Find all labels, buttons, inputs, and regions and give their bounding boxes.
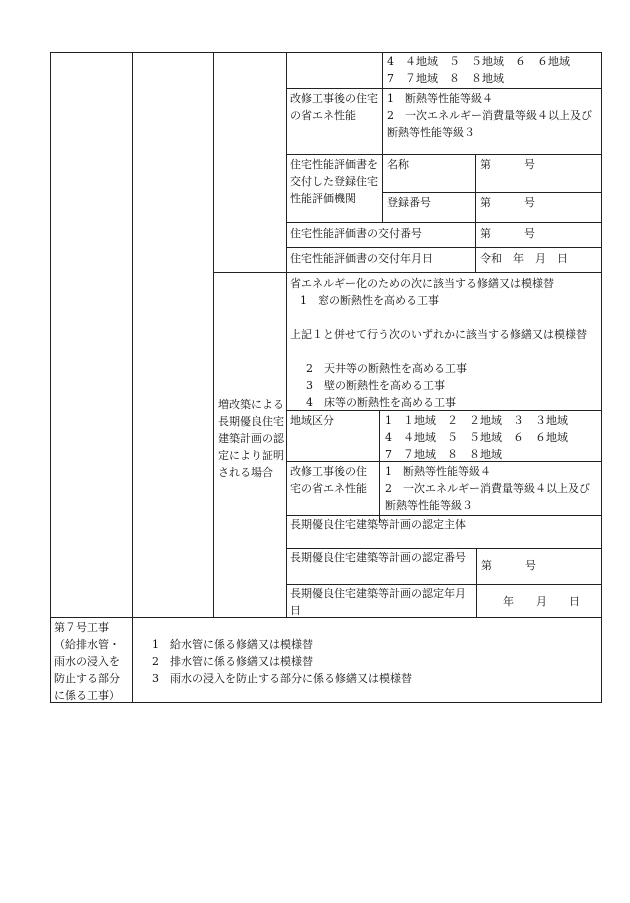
row-line-c	[382, 192, 602, 193]
work7-subtitle: （給排水管・雨水の浸入を防止する部分に係る工事）	[54, 638, 120, 702]
work7-item-3: 3 雨水の浸入を防止する部分に係る修繕又は模様替	[152, 672, 412, 685]
row-line-f	[213, 272, 602, 273]
region-line-2: 4 ４地域 ５ ５地域 ６ ６地域	[385, 431, 568, 444]
col-line-4	[382, 52, 383, 222]
row-line-e	[286, 247, 602, 248]
work7-item-1: 1 給水管に係る修繕又は模様替	[152, 638, 313, 651]
region-label: 地域区分	[290, 414, 334, 427]
row-line-a	[286, 88, 602, 89]
cert-number-value: 第 号	[481, 559, 536, 572]
issue-date-label: 住宅性能評価書の交付年月日	[290, 252, 433, 265]
agency-name-label: 名称	[387, 158, 409, 171]
border-right	[601, 52, 602, 703]
col-line-work7	[132, 617, 133, 703]
issue-date-value: 令和 年 月 日	[480, 252, 568, 265]
cert-number-label: 長期優良住宅建築等計画の認定番号	[290, 551, 466, 564]
region-line-3: 7 ７地域 ８ ８地域	[385, 448, 502, 461]
col-line-1	[132, 52, 133, 617]
agency-reg-label: 登録番号	[387, 196, 431, 209]
lt-energy-line-2: 2 一次エネルギー消費量等級４以上及び断熱等性能等級３	[385, 482, 590, 512]
cert-authority-label: 長期優良住宅建築等計画の認定主体	[290, 518, 466, 531]
region-line-1: 1 １地域 ２ ２地域 ３ ３地域	[385, 414, 568, 427]
works-item-3: 3 壁の断熱性を高める工事	[306, 379, 445, 392]
issue-number-value: 第 号	[480, 227, 535, 240]
energy-performance-label: 改修工事後の住宅の省エネ性能	[290, 92, 378, 122]
col-line-7	[476, 548, 477, 617]
region-options-line-2: 7 ７地域 ８ ８地域	[387, 72, 504, 85]
evaluation-agency-label: 住宅性能評価書を交付した登録住宅性能評価機関	[290, 158, 378, 205]
region-options-line-1: 4 ４地域 ５ ５地域 ６ ６地域	[387, 55, 570, 68]
works-item-1: 1 窓の断熱性を高める工事	[300, 294, 439, 307]
col-line-6	[379, 410, 380, 523]
col-line-2	[213, 52, 214, 617]
border-left	[50, 52, 51, 703]
cert-date-label: 長期優良住宅建築等計画の認定年月日	[290, 587, 466, 617]
work7-title: 第７号工事	[54, 621, 109, 634]
border-bottom	[50, 702, 602, 703]
lt-energy-label: 改修工事後の住宅の省エネ性能	[290, 465, 367, 495]
works-combined-heading: 上記１と併せて行う次のいずれかに該当する修繕又は模様替	[290, 328, 587, 341]
agency-reg-value: 第 号	[480, 196, 535, 209]
row-line-b	[286, 154, 602, 155]
works-heading: 省エネルギー化のための次に該当する修繕又は模様替	[290, 277, 554, 290]
works-item-2: 2 天井等の断熱性を高める工事	[306, 362, 467, 375]
agency-name-value: 第 号	[480, 158, 535, 171]
cert-date-value: 年 月 日	[503, 595, 580, 608]
col-line-5	[475, 154, 476, 272]
col-line-3	[286, 52, 287, 617]
row-line-d	[286, 222, 602, 223]
work7-item-2: 2 排水管に係る修繕又は模様替	[152, 655, 313, 668]
issue-number-label: 住宅性能評価書の交付番号	[290, 227, 422, 240]
lt-energy-line-1: 1 断熱等性能等級４	[385, 465, 491, 478]
works-item-4: 4 床等の断熱性を高める工事	[306, 396, 456, 409]
energy-option-2: 2 一次エネルギー消費量等級４以上及び断熱等性能等級３	[387, 109, 592, 139]
long-term-case-label: 増改築による長期優良住宅建築計画の認定により証明される場合	[218, 398, 284, 479]
energy-option-1: 1 断熱等性能等級４	[387, 92, 493, 105]
